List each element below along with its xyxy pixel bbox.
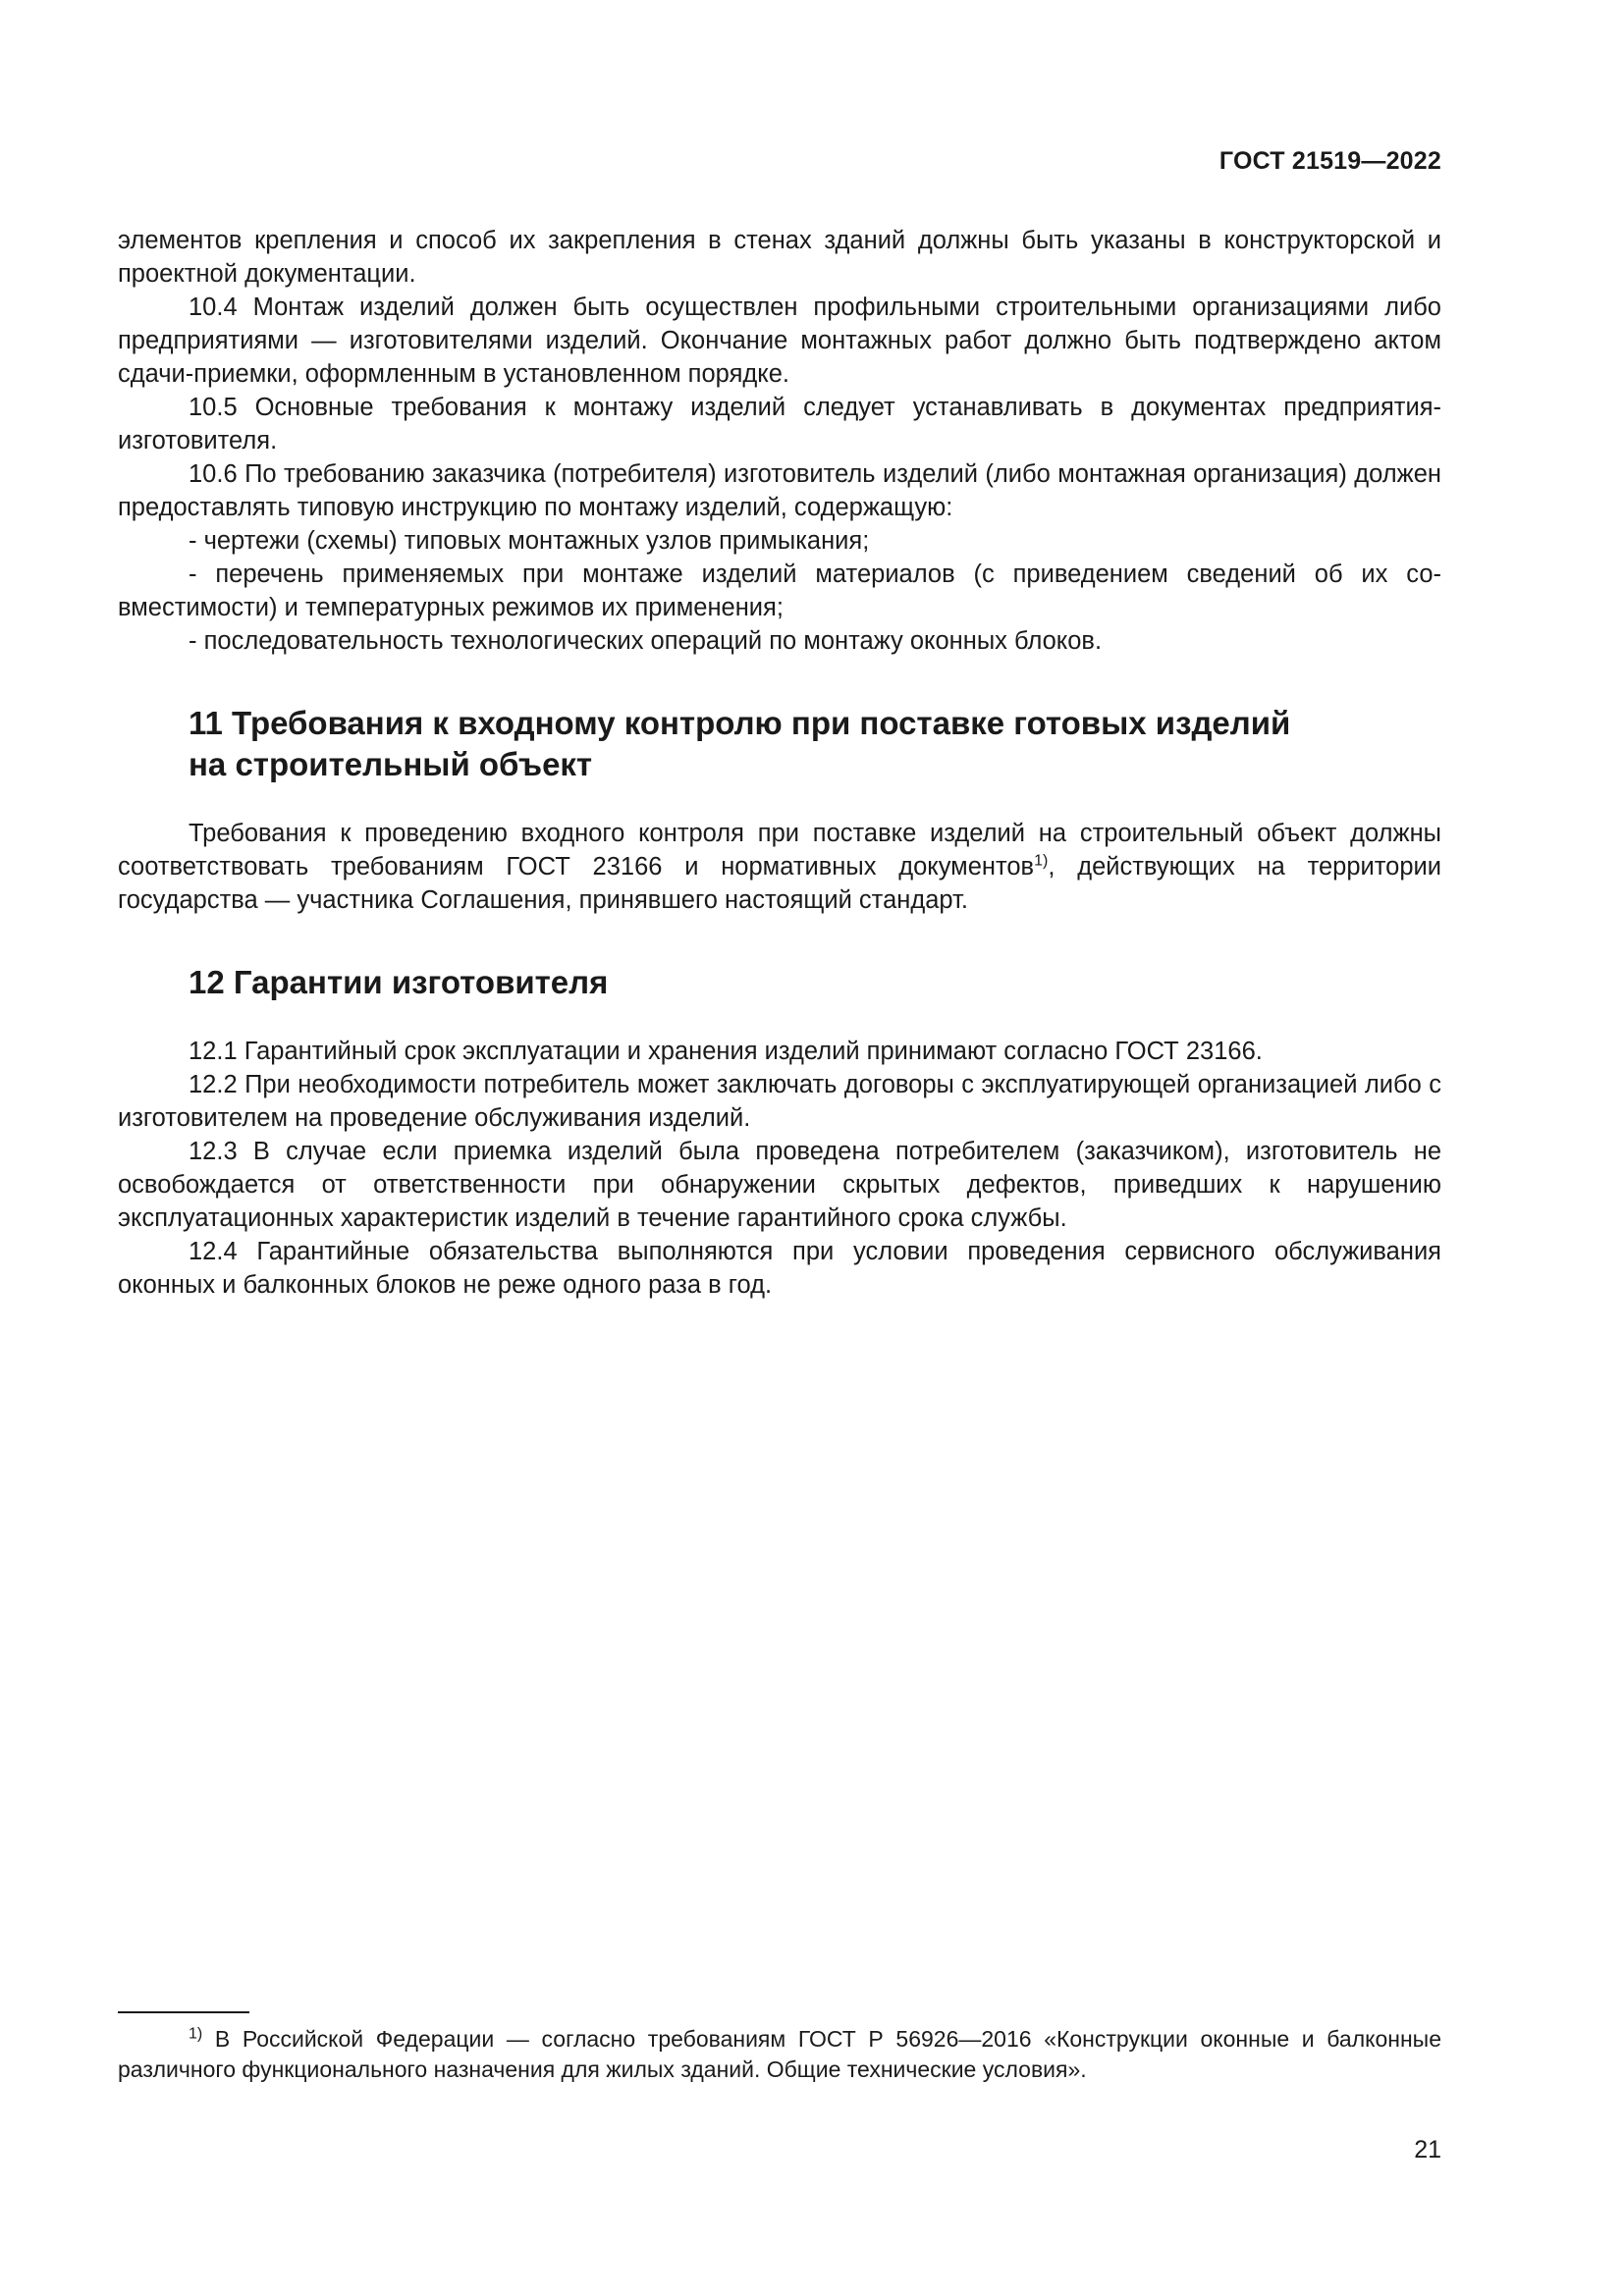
paragraph-12-3: 12.3 В случае если приемка изделий была проведена потребителем (заказчиком), изготовитель не освобождается от ответственности при обнаружении скрытых дефектов, приведших к нарушению эксплуатационных характеристик изделий в течение гарантийного срока службы. [118,1138,1441,1232]
footnote-marker: 1) [189,2025,203,2043]
footnote-text: В Российской Федерации — согласно требованиям ГОСТ Р 56926—2016 «Конструкции оконные и балконные различного функционального назначения для жилых зданий. Общие технические условия». [118,2026,1441,2082]
section-11-heading [189,703,1441,785]
section-11-text-end: , действующих на территории государства — участника Соглашения, принявшего настоящий стандарт. [118,853,1441,914]
footnote [118,2024,1441,2085]
section-11-text-start: Требования к проведению входного контроля при поставке изделий на строительный объект должны соответствовать требованиям ГОСТ 23166 и нормативных документов [118,820,1441,881]
page-number: 21 [1414,2136,1441,2163]
section-11-paragraph [118,817,1441,917]
paragraph-12-2: 12.2 При необходимости потребитель может заключать договоры с эксплуатирующей организацией либо с изготовителем на проведение обслуживания изделий. [118,1071,1441,1132]
list-item-materials: - перечень применяемых при монтаже изделий материалов (с приведением сведений об их совместимости) и температурных режимов их применения; [118,561,1441,621]
footnote-separator [118,2011,249,2013]
paragraph-10-6: 10.6 По требованию заказчика (потребителя) изготовитель изделий (либо монтажная организация) должен предоставлять типовую инструкцию по монтажу изделий, содержащую: [118,460,1441,521]
section-11-heading-line2: на строительный объект [189,746,593,782]
main-content [118,224,1441,1302]
document-code-header: ГОСТ 21519—2022 [1218,147,1441,175]
paragraph-12-4: 12.4 Гарантийные обязательства выполняются при условии проведения сервисного обслуживания оконных и балконных блоков не реже одного раза в год. [118,1238,1441,1299]
paragraph-10-4: 10.4 Монтаж изделий должен быть осуществлен профильными строительными организациями либо предприятиями — изготовителями изделий. Окончание монтажных работ должно быть подтверждено актом сдачи-приемки, оформленным в установленном порядке. [118,294,1441,388]
footnote-reference[interactable]: 1) [1034,852,1049,870]
section-12-heading: 12 Гарантии изготовителя [189,964,609,1000]
paragraph-12-1: 12.1 Гарантийный срок эксплуатации и хранения изделий принимают согласно ГОСТ 23166. [189,1038,1263,1065]
paragraph-10-3-continuation: элементов крепления и способ их закрепления в стенах зданий должны быть указаны в конструкторской и проектной документации. [118,227,1441,288]
section-11-heading-line1: 11 Требования к входному контролю при поставке готовых изделий [189,705,1291,741]
list-item-operations: - последовательность технологических операций по монтажу оконных блоков. [189,627,1103,655]
list-item-drawings: - чертежи (схемы) типовых монтажных узлов примыкания; [189,527,870,555]
paragraph-10-5: 10.5 Основные требования к монтажу изделий следует устанавливать в документах предприятия-изготовителя. [118,394,1441,454]
